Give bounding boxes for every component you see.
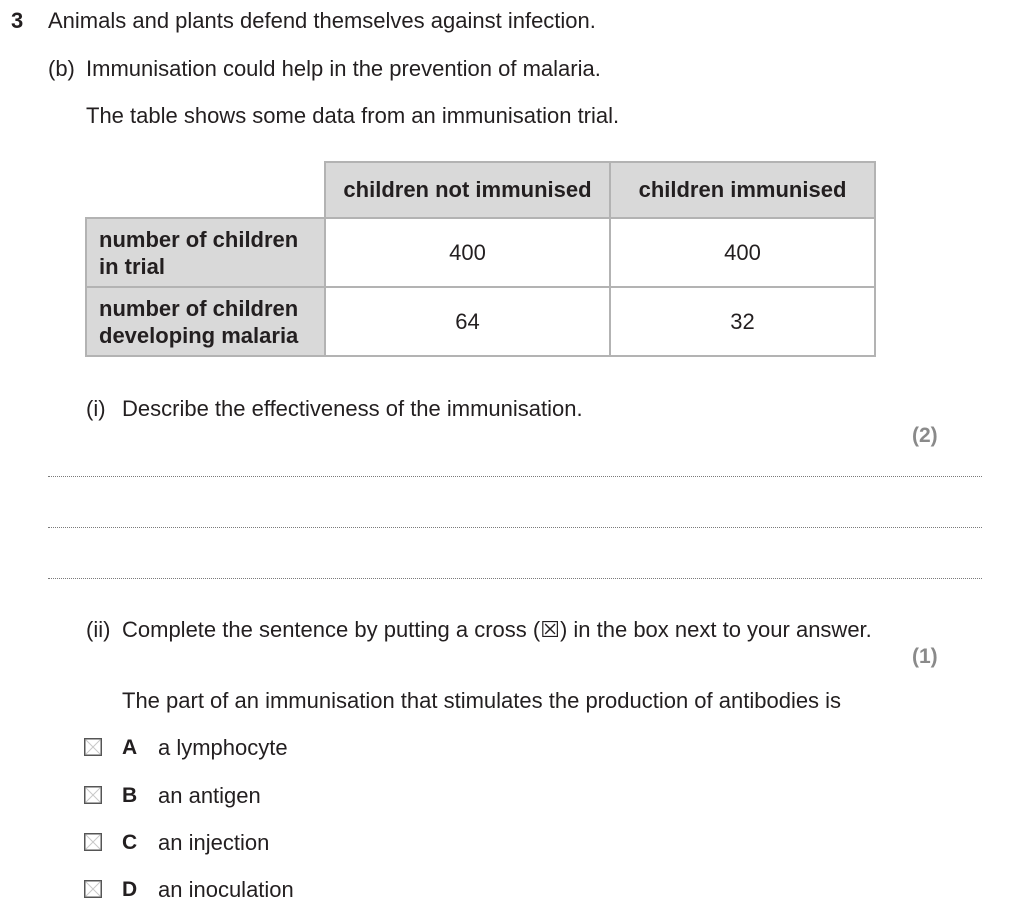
table-corner-blank (86, 162, 325, 218)
trial-data-table (85, 161, 876, 357)
checkbox-b-icon[interactable] (84, 786, 102, 804)
question-number: 3 (11, 8, 24, 33)
part-i-marks: (2) (912, 424, 938, 447)
cell-not-immunised-trial: 400 (325, 218, 610, 287)
row-header-children-in-trial (86, 218, 325, 287)
option-b-text: an antigen (158, 783, 261, 808)
part-i-label: (i) (86, 396, 106, 421)
table-intro: The table shows some data from an immunisation trial. (86, 103, 620, 128)
cell-not-immunised-malaria: 64 (325, 287, 610, 356)
row-header-label: number of children developing malaria (99, 295, 299, 348)
cell-immunised-trial: 400 (610, 218, 875, 287)
part-b-text: Immunisation could help in the prevention of malaria. (86, 56, 601, 81)
checkbox-d-icon[interactable] (84, 880, 102, 898)
option-d-text: an inoculation (158, 877, 294, 902)
checkbox-a-icon[interactable] (84, 738, 102, 756)
question-stem: Animals and plants defend themselves against infection. (48, 8, 596, 33)
option-c-text: an injection (158, 830, 270, 855)
answer-line-3[interactable] (48, 578, 982, 579)
row-header-developing-malaria (86, 287, 325, 356)
option-a-letter: A (122, 736, 138, 759)
part-ii-marks: (1) (912, 645, 938, 668)
checkbox-c-icon[interactable] (84, 833, 102, 851)
cell-immunised-malaria: 32 (610, 287, 875, 356)
option-d-letter: D (122, 878, 138, 901)
question-sentence: The part of an immunisation that stimulates the production of antibodies is (122, 688, 842, 713)
answer-line-1[interactable] (48, 476, 982, 477)
part-ii-label: (ii) (86, 617, 111, 642)
part-i-text: Describe the effectiveness of the immunisation. (122, 396, 583, 421)
part-ii-text: Complete the sentence by putting a cross (☒) in the box next to your answer. (122, 617, 872, 642)
part-b-label: (b) (48, 56, 75, 81)
option-c-letter: C (122, 831, 138, 854)
col-header-not-immunised: children not immunised (325, 162, 610, 218)
option-b-letter: B (122, 784, 138, 807)
col-header-immunised: children immunised (610, 162, 875, 218)
option-a-text: a lymphocyte (158, 735, 288, 760)
row-header-label: number of children in trial (99, 226, 299, 279)
answer-line-2[interactable] (48, 527, 982, 528)
